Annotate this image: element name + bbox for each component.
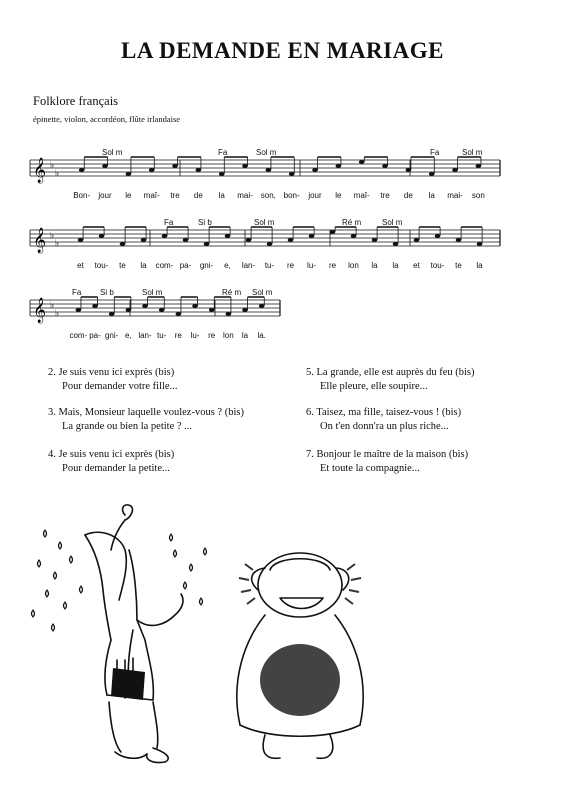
verse-2 xyxy=(48,366,283,394)
note-head xyxy=(246,238,252,242)
note-head xyxy=(159,308,165,312)
note-head xyxy=(226,312,232,316)
staff-line-1 xyxy=(30,148,500,200)
lyric-syllable: e, xyxy=(124,331,132,340)
verse-line: Pour demander votre fille... xyxy=(62,381,178,392)
lyric-syllable: tre xyxy=(170,191,180,200)
note-head xyxy=(330,230,336,234)
verse-line: 6. Taisez, ma fille, taisez-vous ! (bis) xyxy=(306,407,462,418)
note-head xyxy=(372,238,378,242)
flat-icon: ♭ xyxy=(50,231,55,241)
note-head xyxy=(78,238,84,242)
chord-label: Sol m xyxy=(462,148,483,157)
lyric-syllable: te xyxy=(119,261,126,270)
lyric-syllable: la xyxy=(218,191,225,200)
chord-label: Fa xyxy=(430,148,440,157)
lyric-syllable: la xyxy=(476,261,483,270)
crying-girl-and-laughing-girl-illustration xyxy=(25,490,365,775)
staff-line-3 xyxy=(30,288,280,340)
lyric-syllable: tu- xyxy=(264,261,275,270)
verse-line: Elle pleure, elle soupire... xyxy=(320,381,428,392)
lyric-syllable: et xyxy=(413,261,420,270)
note-head xyxy=(336,164,342,168)
lyric-syllable: le xyxy=(125,191,132,200)
lyric-syllable: lon xyxy=(222,331,234,340)
note-head xyxy=(477,242,483,246)
page-title: LA DEMANDE EN MARIAGE xyxy=(121,38,444,63)
verse-line: 5. La grande, elle est auprès du feu (bis) xyxy=(306,367,475,378)
verse-4 xyxy=(48,448,283,476)
note-head xyxy=(192,304,198,308)
verse-line: Pour demander la petite... xyxy=(62,463,170,474)
lyric-syllable: re xyxy=(208,331,216,340)
note-head xyxy=(172,164,178,168)
note-head xyxy=(209,308,215,312)
lyric-syllable: com- xyxy=(69,331,88,340)
note-head xyxy=(393,242,399,246)
lyric-syllable: gni- xyxy=(104,331,119,340)
lyric-syllable: la xyxy=(241,331,249,340)
note-head xyxy=(176,312,182,316)
lyric-syllable: de xyxy=(193,191,203,200)
note-head xyxy=(92,304,98,308)
subtitle: Folklore français xyxy=(33,94,119,108)
flat-icon: ♭ xyxy=(55,239,60,249)
chord-label: Si b xyxy=(198,218,212,227)
note-head xyxy=(183,238,189,242)
lyric-syllable: la xyxy=(371,261,378,270)
lyric-syllable: lu- xyxy=(190,331,200,340)
flat-icon: ♭ xyxy=(50,301,55,311)
note-head xyxy=(76,308,82,312)
note-head xyxy=(79,168,85,172)
instruments-line: épinette, violon, accordéon, flûte irlandaise xyxy=(33,114,181,124)
treble-clef-icon: 𝄞 xyxy=(33,228,47,253)
lyric-syllable: gni- xyxy=(199,261,214,270)
verse-3 xyxy=(48,406,283,434)
note-head xyxy=(196,168,202,172)
lyric-syllable: pa- xyxy=(179,261,192,270)
note-head xyxy=(452,168,458,172)
chord-label: Sol m xyxy=(254,218,275,227)
verse-line: 4. Je suis venu ici exprès (bis) xyxy=(48,449,175,460)
flat-icon: ♭ xyxy=(50,161,55,171)
note-head xyxy=(359,160,365,164)
lyric-syllable: le xyxy=(335,191,342,200)
note-head xyxy=(289,172,295,176)
note-head xyxy=(288,238,294,242)
note-head xyxy=(120,242,126,246)
chord-label: Ré m xyxy=(222,288,242,297)
chord-label: Sol m xyxy=(382,218,403,227)
note-head xyxy=(476,164,482,168)
note-head xyxy=(242,164,248,168)
lyric-syllable: com- xyxy=(155,261,174,270)
chord-label: Sol m xyxy=(256,148,277,157)
lyric-syllable: tou- xyxy=(430,261,445,270)
lyric-syllable: lon xyxy=(348,261,359,270)
chord-label: Sol m xyxy=(252,288,273,297)
lyric-syllable: maî- xyxy=(143,191,160,200)
note-head xyxy=(309,234,315,238)
note-head xyxy=(267,242,273,246)
staff-line-2 xyxy=(30,218,500,270)
lyric-syllable: maî- xyxy=(353,191,370,200)
lyric-syllable: pa- xyxy=(89,331,101,340)
chord-label: Fa xyxy=(218,148,228,157)
verse-7 xyxy=(306,448,541,476)
note-head xyxy=(99,234,105,238)
lyric-syllable: de xyxy=(403,191,413,200)
verse-line: 3. Mais, Monsieur laquelle voulez-vous ? (bis) xyxy=(48,407,244,418)
note-head xyxy=(126,172,132,176)
note-head xyxy=(141,238,147,242)
treble-clef-icon: 𝄞 xyxy=(33,298,47,323)
note-head xyxy=(126,308,132,312)
lyric-syllable: tou- xyxy=(94,261,109,270)
note-head xyxy=(382,164,388,168)
note-head xyxy=(225,234,231,238)
verse-line: La grande ou bien la petite ? ... xyxy=(62,421,193,432)
note-head xyxy=(149,168,155,172)
note-head xyxy=(414,238,420,242)
chord-label: Sol m xyxy=(142,288,163,297)
note-head xyxy=(456,238,462,242)
lyric-syllable: tu- xyxy=(156,331,167,340)
verse-line: 2. Je suis venu ici exprès (bis) xyxy=(48,367,175,378)
note-head xyxy=(219,172,225,176)
lyric-syllable: la xyxy=(392,261,399,270)
note-head xyxy=(109,312,115,316)
lyric-syllable: mai- xyxy=(447,191,463,200)
note-head xyxy=(259,304,265,308)
note-head xyxy=(242,308,248,312)
lyric-syllable: son xyxy=(471,191,485,200)
flat-icon: ♭ xyxy=(55,309,60,319)
lyric-syllable: bon- xyxy=(283,191,300,200)
note-head xyxy=(312,168,318,172)
chord-label: Fa xyxy=(164,218,174,227)
lyric-syllable: la. xyxy=(257,331,266,340)
lyric-syllable: re xyxy=(286,261,295,270)
lyric-syllable: e, xyxy=(224,261,231,270)
chord-label: Fa xyxy=(72,288,82,297)
lyric-syllable: la xyxy=(140,261,147,270)
note-head xyxy=(429,172,435,176)
lyric-syllable: lu- xyxy=(307,261,316,270)
note-head xyxy=(266,168,272,172)
lyric-syllable: mai- xyxy=(237,191,253,200)
verse-line: 7. Bonjour le maître de la maison (bis) xyxy=(306,449,469,460)
lyric-syllable: la xyxy=(428,191,435,200)
note-head xyxy=(204,242,210,246)
verse-5 xyxy=(306,366,541,394)
chord-label: Si b xyxy=(100,288,114,297)
verse-line: On t'en donn'ra un plus riche... xyxy=(320,421,449,432)
lyric-syllable: lan- xyxy=(138,331,152,340)
note-head xyxy=(102,164,108,168)
lyric-syllable: jour xyxy=(98,191,112,200)
lyric-syllable: te xyxy=(455,261,462,270)
lyric-syllable: jour xyxy=(308,191,322,200)
note-head xyxy=(142,304,148,308)
note-head xyxy=(435,234,441,238)
treble-clef-icon: 𝄞 xyxy=(33,158,47,183)
note-head xyxy=(162,234,168,238)
verse-6 xyxy=(306,406,541,434)
flat-icon: ♭ xyxy=(55,169,60,179)
note-head xyxy=(406,168,412,172)
lyric-syllable: Bon- xyxy=(73,191,91,200)
lyric-syllable: re xyxy=(328,261,337,270)
chord-label: Ré m xyxy=(342,218,362,227)
lyric-syllable: re xyxy=(174,331,182,340)
chord-label: Sol m xyxy=(102,148,123,157)
lyric-syllable: et xyxy=(77,261,84,270)
lyric-syllable: lan- xyxy=(241,261,256,270)
music-score xyxy=(0,140,565,350)
note-head xyxy=(351,234,357,238)
lyric-syllable: tre xyxy=(380,191,390,200)
lyric-syllable: son, xyxy=(260,191,276,200)
verse-line: Et toute la compagnie... xyxy=(320,463,420,474)
